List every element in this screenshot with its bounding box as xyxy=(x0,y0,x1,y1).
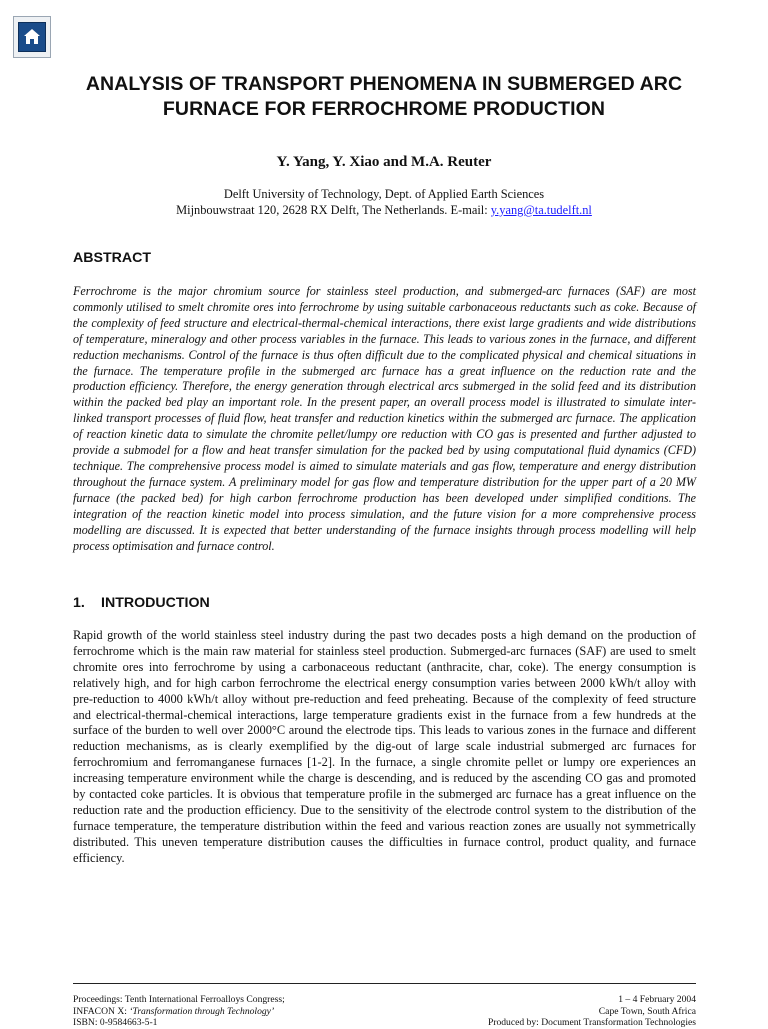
footer-left xyxy=(73,994,285,1029)
home-button[interactable] xyxy=(13,16,51,58)
abstract-text: Ferrochrome is the major chromium source for stainless steel production, and submerged-arc furnaces (SAF) are most commonly utilised to smelt chromite ores into ferrochrome by using suitable carbonaceous reductants such as coke. Because of the complexity of feed structure and electrical-thermal-chemical interactions, there exist large gradients and wide distributions of temperature, mineralogy and other process variables in the furnace. This leads to various zones in the furnace, and different reduction mechanisms. Control of the furnace is thus often difficult due to the complicated physical and chemical situations in the furnace. The temperature profile in the submerged arc furnace has a great influence on the reduction rate and the production efficiency. Therefore, the energy generation through electrical arcs submerged in the solid feed and its distribution within the packed bed play an important role. In the present paper, an overall process model is illustrated to simulate inter-linked transport processes of fluid flow, heat transfer and reduction kinetics within the submerged arc furnace. The application of reaction kinetic data to simulate the chromite pellet/lumpy ore reduction with CO gas is presented and further adjusted to provide a submodel for a flow and heat transfer simulation for the packed bed by using computational fluid dynamics (CFD) technique. The comprehensive process model is aimed to simulate materials and gas flow, temperature and energy distribution throughout the furnace system. A preliminary model for gas flow and temperature distribution for the upper part of a 20 MW furnace (the packed bed) for high carbon ferrochrome production has been developed under simplified conditions. The integration of the reaction kinetic model into process simulation, and the future vision for a more comprehensive process modelling are discussed. It is expected that better understanding of the furnace insights through process modelling will help process optimisation and furnace control. xyxy=(73,284,696,553)
footer-date: 1 – 4 February 2004 xyxy=(618,994,696,1005)
footer-proceedings: Proceedings: Tenth International Ferroalloys Congress; xyxy=(73,994,285,1005)
paper-title: ANALYSIS OF TRANSPORT PHENOMENA IN SUBMERGED ARC FURNACE FOR FERROCHROME PRODUCTION xyxy=(85,73,683,120)
footer-conference-name: INFACON X: xyxy=(73,1005,130,1017)
footer-location: Cape Town, South Africa xyxy=(598,1005,696,1017)
section-number: 1. xyxy=(73,595,85,611)
footer-producer: Produced by: Document Transformation Technologies xyxy=(487,1017,696,1028)
section-title: INTRODUCTION xyxy=(101,595,210,611)
affiliation xyxy=(40,186,728,218)
footer-divider xyxy=(73,983,696,984)
introduction-heading xyxy=(73,594,210,612)
email-link[interactable]: y.yang@ta.tudelft.nl xyxy=(490,203,592,217)
footer-conference-theme: ‘Transformation through Technology’ xyxy=(129,1005,275,1017)
footer-right xyxy=(488,994,696,1029)
home-icon xyxy=(18,22,46,52)
authors: Y. Yang, Y. Xiao and M.A. Reuter xyxy=(276,154,492,170)
affiliation-line-1: Delft University of Technology, Dept. of Applied Earth Sciences xyxy=(223,187,545,201)
footer-conference xyxy=(73,1006,285,1018)
introduction-text: Rapid growth of the world stainless steel industry during the past two decades posts a high demand on the production of ferrochrome which is the main raw material for stainless steel production. Submerged-arc furnaces (SAF) are used to smelt chromite ores into ferrochrome by using a carbonaceous reductant (anthracite, char, coke). The energy consumption is relatively high, and for high carbon ferrochrome the electrical energy consumption varies between 2000 kWh/t alloy with pre-reduction to 4000 kWh/t alloy without pre-reduction and feed preheating. Because of the complexity of feed structure and electrical-thermal-chemical interactions, large temperature gradients exist in the furnace from a few hundreds at the surface of the burden to well over 2000°C around the electrode tips. This leads to various zones in the furnace and different reduction mechanisms, as is clearly exemplified by the dig-out of large scale industrial submerged arc furnaces for ferrochromium and ferromanganese furnaces [1-2]. In the furnace, a single chromite pellet or lumpy ore experiences an increasing temperature environment while the charge is descending, and is reduced by the ascending CO gas and promoted by contacted coke particles. It is obvious that temperature profile in the submerged arc furnace has a great influence on the reduction rate and the production efficiency. Due to the sensitivity of the electrode control system to the distribution of the furnace temperature, the temperature distribution within the feed and various reaction zones are usually not symmetrically distributed. This uneven temperature distribution causes the difficulties in furnace control, product quality, and furnace efficiency. xyxy=(73,628,696,865)
abstract-heading: ABSTRACT xyxy=(73,250,152,266)
footer-isbn: ISBN: 0-9584663-5-1 xyxy=(73,1017,158,1028)
affiliation-line-2 xyxy=(40,202,728,218)
affiliation-address: Mijnbouwstraat 120, 2628 RX Delft, The Netherlands. E-mail: xyxy=(176,203,491,217)
